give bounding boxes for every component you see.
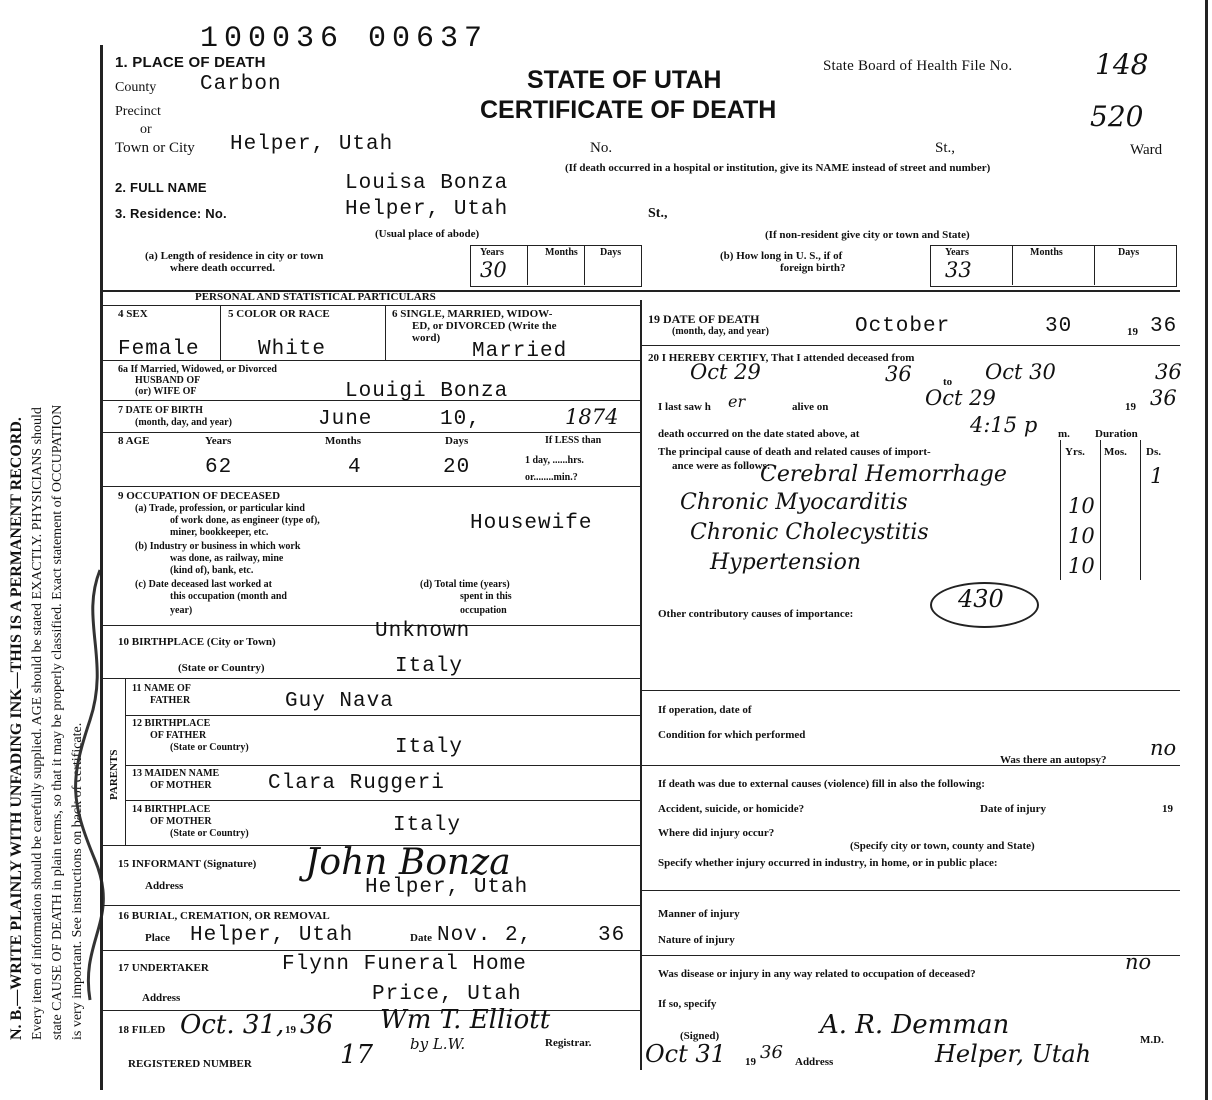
birthplace-city: Unknown bbox=[375, 620, 471, 643]
personal-section-title: PERSONAL AND STATISTICAL PARTICULARS bbox=[195, 291, 436, 303]
operation-label: If operation, date of bbox=[658, 704, 752, 716]
serial-number: 100036 00637 bbox=[200, 22, 489, 56]
injury-year-prefix: 19 bbox=[1162, 803, 1173, 815]
row-line bbox=[102, 432, 640, 433]
death-year-prefix: 19 bbox=[1127, 326, 1138, 338]
dob-label-a: 7 DATE OF BIRTH bbox=[118, 405, 203, 416]
ifso-label: If so, specify bbox=[658, 998, 717, 1010]
residence-label: 3. Residence: No. bbox=[115, 206, 227, 221]
color-label: 5 COLOR OR RACE bbox=[228, 308, 330, 320]
personal-header-line bbox=[102, 305, 640, 306]
foreign-years-label: Years bbox=[945, 247, 969, 258]
cause-ds: 1 bbox=[1150, 464, 1164, 488]
mother-bp-b: OF MOTHER bbox=[150, 816, 212, 827]
undertaker-label: 17 UNDERTAKER bbox=[118, 962, 209, 974]
sex-label: 4 SEX bbox=[118, 308, 148, 320]
attended-to-year: 36 bbox=[1155, 360, 1182, 384]
attended-to: Oct 30 bbox=[985, 360, 1056, 384]
death-time: 4:15 p bbox=[970, 413, 1038, 437]
circled-code: 430 bbox=[958, 585, 1004, 613]
occ-d3: occupation bbox=[460, 605, 507, 616]
accident-label: Accident, suicide, or homicide? bbox=[658, 803, 805, 815]
signed-year: 36 bbox=[760, 1042, 783, 1063]
state-title: STATE OF UTAH bbox=[527, 66, 722, 94]
condition-label: Condition for which performed bbox=[658, 729, 806, 741]
age-days: 20 bbox=[443, 456, 471, 479]
length-label-a: (a) Length of residence in city or town bbox=[145, 250, 324, 262]
filed-label: 18 FILED bbox=[118, 1024, 166, 1036]
age-days-label: Days bbox=[445, 435, 469, 447]
occupation-label: 9 OCCUPATION OF DECEASED bbox=[118, 490, 281, 502]
father-label-b: FATHER bbox=[150, 695, 191, 706]
cause-yrs: 10 bbox=[1068, 554, 1095, 578]
date-of-death-label-b: (month, day, and year) bbox=[672, 326, 769, 337]
informant-address-label: Address bbox=[145, 880, 184, 892]
last-saw-year: 36 bbox=[1150, 386, 1177, 410]
informant-signature: John Bonza bbox=[305, 842, 511, 883]
row-line bbox=[102, 678, 640, 679]
principal-label-a: The principal cause of death and related causes of import- bbox=[658, 446, 931, 458]
margin-notice-4: is very important. See instructions on back of certificate. bbox=[70, 722, 85, 1040]
filed-year: 36 bbox=[300, 1010, 334, 1040]
age-label: 8 AGE bbox=[118, 435, 150, 447]
row-line bbox=[642, 690, 1180, 691]
less-label-b: 1 day, ......hrs. bbox=[525, 455, 584, 466]
injury-date-label: Date of injury bbox=[980, 803, 1046, 815]
marital-value: Married bbox=[472, 340, 568, 363]
attended-from-year: 36 bbox=[885, 362, 912, 386]
related-label: Was disease or injury in any way related to occupation of deceased? bbox=[658, 968, 976, 980]
row-line bbox=[102, 905, 640, 906]
registered-number-label: REGISTERED NUMBER bbox=[128, 1058, 252, 1070]
row-line bbox=[102, 625, 640, 626]
occ-a2: of work done, as engineer (type of), bbox=[170, 515, 320, 526]
foreign-label-b: foreign birth? bbox=[780, 262, 846, 274]
informant-label: 15 INFORMANT (Signature) bbox=[118, 858, 257, 870]
occurred-label: death occurred on the date stated above, at bbox=[658, 428, 860, 440]
dob-year: 1874 bbox=[565, 405, 619, 429]
row-line bbox=[125, 800, 640, 801]
mother-bp-a: 14 BIRTHPLACE bbox=[132, 804, 211, 815]
right-border bbox=[1205, 0, 1208, 1100]
occ-c2: this occupation (month and bbox=[170, 591, 287, 602]
cause-text: Chronic Cholecystitis bbox=[690, 520, 929, 545]
death-day: 30 bbox=[1045, 315, 1073, 338]
registered-number: 17 bbox=[340, 1040, 374, 1070]
spouse-label-c: (or) WIFE OF bbox=[135, 386, 197, 397]
cause-yrs: 10 bbox=[1068, 494, 1095, 518]
occ-b1: (b) Industry or business in which work bbox=[135, 541, 301, 552]
full-name-label: 2. FULL NAME bbox=[115, 180, 207, 195]
mother-value: Clara Ruggeri bbox=[268, 772, 445, 795]
spouse-label-b: HUSBAND OF bbox=[135, 375, 201, 386]
county-value: Carbon bbox=[200, 73, 282, 96]
mother-bp-c: (State or Country) bbox=[170, 828, 249, 839]
col-line bbox=[1094, 245, 1095, 285]
res-days-label: Days bbox=[600, 247, 622, 258]
foreign-months-label: Months bbox=[1030, 247, 1063, 258]
undertaker-address: Price, Utah bbox=[372, 983, 522, 1006]
informant-address: Helper, Utah bbox=[365, 876, 529, 899]
residence-st-label: St., bbox=[648, 206, 668, 221]
dob-label-b: (month, day, and year) bbox=[135, 417, 232, 428]
date-of-death-label-a: 19 DATE OF DEATH bbox=[648, 312, 760, 326]
registrar-signature: Wm T. Elliott bbox=[380, 1005, 551, 1035]
certificate-title: CERTIFICATE OF DEATH bbox=[480, 96, 777, 124]
or-label: or bbox=[140, 122, 152, 137]
filed-date: Oct. 31, bbox=[180, 1010, 285, 1040]
margin-notice-2: Every item of information should be carefully supplied. AGE should be stated EXACTLY. PHYSICIANS should bbox=[30, 407, 45, 1040]
nature-label: Nature of injury bbox=[658, 934, 735, 946]
father-bp-b: OF FATHER bbox=[150, 730, 207, 741]
foreign-label-a: (b) How long in U. S., if of bbox=[720, 250, 843, 262]
row-line bbox=[102, 950, 640, 951]
age-months-label: Months bbox=[325, 435, 362, 447]
other-causes-label: Other contributory causes of importance: bbox=[658, 608, 854, 620]
extra-number: 520 bbox=[1090, 100, 1144, 133]
father-bp-a: 12 BIRTHPLACE bbox=[132, 718, 211, 729]
registrar-sub: by L.W. bbox=[410, 1035, 466, 1053]
residence-value: Helper, Utah bbox=[345, 198, 509, 221]
col-line bbox=[584, 245, 585, 285]
dob-month: June bbox=[318, 408, 373, 431]
dob-day: 10, bbox=[440, 408, 481, 431]
occ-d1: (d) Total time (years) bbox=[420, 579, 510, 590]
town-label: Town or City bbox=[115, 140, 195, 156]
county-label: County bbox=[115, 80, 157, 95]
town-value: Helper, Utah bbox=[230, 133, 394, 156]
undertaker-value: Flynn Funeral Home bbox=[282, 953, 527, 976]
birthplace-country: Italy bbox=[395, 655, 464, 678]
md-label: M.D. bbox=[1140, 1034, 1164, 1046]
cause-text: Cerebral Hemorrhage bbox=[760, 462, 1007, 487]
margin-notice-3: state CAUSE OF DEATH in plain terms, so that it may be properly classified. Exact statement of OCCUPATION bbox=[50, 404, 65, 1040]
autopsy-label: Was there an autopsy? bbox=[1000, 754, 1107, 766]
spouse-value: Louigi Bonza bbox=[345, 380, 509, 403]
filed-year-prefix: 19 bbox=[285, 1024, 296, 1036]
autopsy-value: no bbox=[1150, 736, 1177, 760]
ward-label: Ward bbox=[1130, 142, 1163, 158]
foreign-days-label: Days bbox=[1118, 247, 1140, 258]
manner-label: Manner of injury bbox=[658, 908, 740, 920]
sex-value: Female bbox=[118, 338, 200, 361]
signed-label: (Signed) bbox=[680, 1030, 720, 1042]
row-line bbox=[125, 715, 640, 716]
burial-year: 36 bbox=[598, 924, 626, 947]
length-label-b: where death occurred. bbox=[170, 262, 275, 274]
row-line bbox=[642, 345, 1180, 346]
birthplace-state-label: (State or Country) bbox=[178, 662, 265, 674]
occ-b2: was done, as railway, mine bbox=[170, 553, 284, 564]
specify-note: (Specify city or town, county and State) bbox=[850, 840, 1035, 852]
color-value: White bbox=[258, 338, 327, 361]
cause-text: Chronic Myocarditis bbox=[680, 490, 908, 515]
file-number: 148 bbox=[1095, 48, 1149, 81]
parents-box-line bbox=[125, 678, 126, 845]
physician-address: Helper, Utah bbox=[935, 1040, 1092, 1068]
marital-label-b: ED, or DIVORCED (Write the bbox=[412, 320, 557, 332]
principal-label-b: ance were as follows: bbox=[672, 460, 771, 472]
father-label-a: 11 NAME OF bbox=[132, 683, 191, 694]
row-line bbox=[125, 765, 640, 766]
left-border bbox=[100, 45, 103, 1090]
father-value: Guy Nava bbox=[285, 690, 394, 713]
birthplace-label: 10 BIRTHPLACE (City or Town) bbox=[118, 636, 276, 648]
no-label: No. bbox=[590, 140, 613, 156]
undertaker-address-label: Address bbox=[142, 992, 181, 1004]
burial-label: 16 BURIAL, CREMATION, OR REMOVAL bbox=[118, 910, 330, 922]
col-line bbox=[385, 305, 386, 360]
row-line bbox=[102, 486, 640, 487]
less-label-c: or........min.? bbox=[525, 472, 578, 483]
father-birthplace: Italy bbox=[395, 736, 464, 759]
res-years-label: Years bbox=[480, 247, 504, 258]
certify-text: 20 I HEREBY CERTIFY, That I attended deceased from bbox=[648, 352, 915, 364]
less-label-a: If LESS than bbox=[545, 435, 602, 446]
res-years-value: 30 bbox=[480, 258, 507, 282]
mother-label-a: 13 MAIDEN NAME bbox=[132, 768, 220, 779]
marital-label-a: 6 SINGLE, MARRIED, WIDOW- bbox=[392, 308, 553, 320]
row-line bbox=[642, 890, 1180, 891]
cause-yrs: 10 bbox=[1068, 524, 1095, 548]
parents-label: PARENTS bbox=[108, 749, 120, 800]
last-saw-pronoun: er bbox=[728, 392, 746, 411]
nonresident-note: (If non-resident give city or town and State) bbox=[765, 229, 970, 241]
burial-place: Helper, Utah bbox=[190, 924, 354, 947]
marital-label-c: word) bbox=[412, 332, 441, 344]
occ-c1: (c) Date deceased last worked at bbox=[135, 579, 272, 590]
physician-signature: A. R. Demman bbox=[820, 1010, 1010, 1040]
margin-notice-1: N. B.—WRITE PLAINLY WITH UNFADING INK—THIS IS A PERMANENT RECORD. bbox=[8, 417, 25, 1040]
last-saw-date: Oct 29 bbox=[925, 386, 996, 410]
occ-c3: year) bbox=[170, 605, 193, 616]
where-label: Where did injury occur? bbox=[658, 827, 775, 839]
specify-injury-label: Specify whether injury occurred in industry, in home, or in public place: bbox=[658, 857, 998, 869]
precinct-label: Precinct bbox=[115, 104, 161, 119]
burial-date: Nov. 2, bbox=[437, 924, 533, 947]
duration-col bbox=[1060, 440, 1061, 580]
spouse-label-a: 6a If Married, Widowed, or Divorced bbox=[118, 364, 277, 375]
row-line bbox=[642, 955, 1180, 956]
duration-col bbox=[1140, 440, 1141, 580]
physician-address-label: Address bbox=[795, 1056, 834, 1068]
mos-label: Mos. bbox=[1104, 446, 1127, 458]
mother-birthplace: Italy bbox=[393, 814, 462, 837]
full-name-value: Louisa Bonza bbox=[345, 172, 509, 195]
occ-a3: miner, bookkeeper, etc. bbox=[170, 527, 269, 538]
st-label: St., bbox=[935, 140, 956, 156]
occ-a1: (a) Trade, profession, or particular kind bbox=[135, 503, 305, 514]
col-line bbox=[1012, 245, 1013, 285]
place-of-death-label: 1. PLACE OF DEATH bbox=[115, 54, 266, 71]
external-label: If death was due to external causes (violence) fill in also the following: bbox=[658, 778, 985, 790]
occ-d2: spent in this bbox=[460, 591, 512, 602]
last-saw-label: I last saw h bbox=[658, 401, 711, 413]
signed-date: Oct 31 bbox=[645, 1040, 726, 1068]
age-months: 4 bbox=[348, 456, 362, 479]
to-label: to bbox=[943, 376, 953, 388]
occupation-value: Housewife bbox=[470, 512, 593, 535]
registrar-label: Registrar. bbox=[545, 1037, 592, 1049]
hospital-note: (If death occurred in a hospital or institution, give its NAME instead of street and number) bbox=[565, 162, 991, 174]
attended-from: Oct 29 bbox=[690, 360, 761, 384]
mother-label-b: OF MOTHER bbox=[150, 780, 212, 791]
res-months-label: Months bbox=[545, 247, 578, 258]
duration-label: Duration bbox=[1095, 428, 1138, 440]
duration-col bbox=[1100, 440, 1101, 580]
foreign-years-value: 33 bbox=[945, 258, 972, 282]
signed-year-prefix: 19 bbox=[745, 1056, 756, 1068]
father-bp-c: (State or Country) bbox=[170, 742, 249, 753]
occ-b3: (kind of), bank, etc. bbox=[170, 565, 254, 576]
ds-label: Ds. bbox=[1146, 446, 1161, 458]
col-line bbox=[220, 305, 221, 360]
age-years: 62 bbox=[205, 456, 233, 479]
age-years-label: Years bbox=[205, 435, 232, 447]
cause-text: Hypertension bbox=[710, 550, 862, 575]
burial-date-label: Date bbox=[410, 932, 432, 944]
related-value: no bbox=[1125, 950, 1152, 974]
m-label: m. bbox=[1058, 428, 1070, 440]
death-month: October bbox=[855, 315, 951, 338]
yrs-label: Yrs. bbox=[1065, 446, 1085, 458]
burial-place-label: Place bbox=[145, 932, 171, 944]
death-year: 36 bbox=[1150, 315, 1178, 338]
file-label: State Board of Health File No. bbox=[823, 58, 1013, 74]
col-line bbox=[527, 245, 528, 285]
alive-label: alive on bbox=[792, 401, 829, 413]
last-saw-year-prefix: 19 bbox=[1125, 401, 1136, 413]
usual-abode-note: (Usual place of abode) bbox=[375, 228, 480, 240]
